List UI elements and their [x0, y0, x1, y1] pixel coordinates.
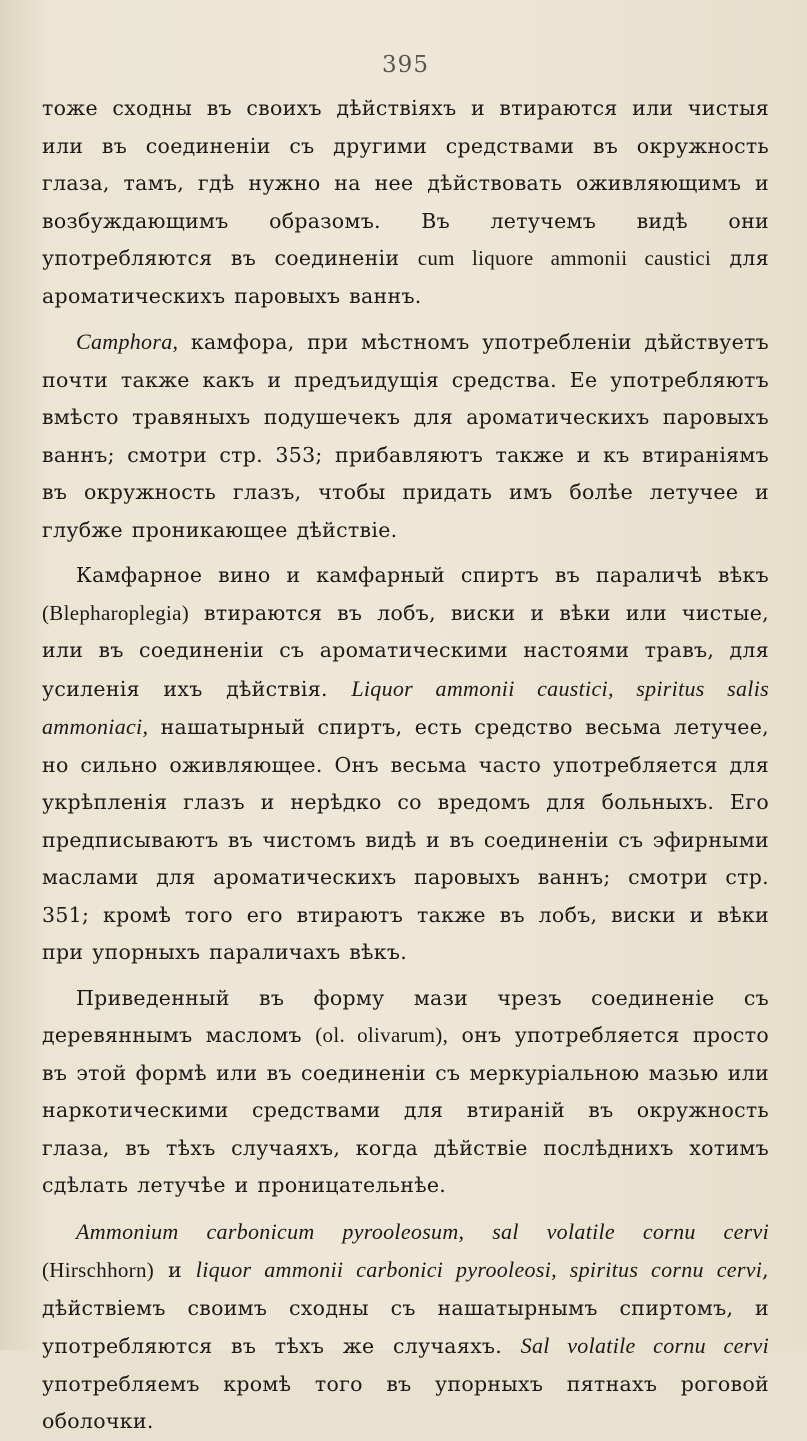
latin-term: cum liquore ammonii caustici	[417, 246, 712, 270]
paragraph-1	[42, 90, 769, 315]
paragraph-1-end: для ароматическихъ паровыхъ ваннъ.	[42, 246, 769, 308]
paragraph-3-text-a: Камфарное вино и камфарный спиртъ въ параличѣ вѣкъ	[76, 563, 769, 587]
page-number: 395	[382, 52, 429, 78]
paragraph-2-text: камфора, при мѣстномъ употребленіи дѣйствуетъ почти также какъ и предъидущія средства. Ее употребляютъ вмѣсто травяныхъ подушечекъ для ароматическихъ паровыхъ ваннъ; смотри стр. 353; прибавляютъ также и къ втираніямъ въ окружность глазъ, чтобы придать имъ болѣе летучее и глубже проникающее дѣйствіе.	[42, 330, 769, 542]
paragraph-4-text-a: Приведенный въ форму мази чрезъ соединеніе съ деревяннымъ масломъ	[42, 985, 769, 1047]
latin-term: (Blepharoplegia)	[42, 600, 190, 625]
latin-term: (ol. olivarum),	[315, 1023, 449, 1047]
paragraph-3-text-b: втираются въ лобъ, виски и вѣки или чистые, или въ соединеніи съ ароматическими настоями травъ, для усиленія ихъ дѣйствія.	[42, 600, 769, 701]
paragraph-5	[42, 1213, 769, 1441]
latin-term: Ammonium carbonicum pyrooleosum, sal volatile cornu cervi	[76, 1218, 769, 1244]
paragraph-4-text-b: онъ употребляется просто въ этой формѣ или въ соединеніи съ меркуріальною мазью или наркотическими средствами для втираній въ окружность глаза, въ тѣхъ случаяхъ, когда дѣйствіе послѣднихъ хотимъ сдѣлать летучѣе и проницательнѣе.	[42, 1023, 769, 1197]
paragraph-1-text: тоже сходны въ своихъ дѣйствіяхъ и втираются или чистыя или въ соединеніи съ другими средствами въ окружность глаза, тамъ, гдѣ нужно на нее дѣйствовать оживляющимъ и возбуждающимъ образомъ. Въ летучемъ видѣ они употребляются въ соединеніи	[42, 96, 769, 270]
paragraph-3	[42, 557, 769, 972]
latin-term: (Hirschhorn)	[42, 1258, 155, 1282]
paragraph-2	[42, 323, 769, 549]
paragraph-4	[42, 980, 769, 1205]
latin-term: Camphora,	[76, 329, 179, 354]
paragraph-5-text-a: и	[167, 1258, 182, 1282]
paragraph-3-text-c: нашатырный спиртъ, есть средство весьма летучее, но сильно оживляющее. Онъ весьма часто употребляется для укрѣпленія глазъ и нерѣдко со вредомъ для больныхъ. Его предписываютъ въ чистомъ видѣ и въ соединеніи съ эфирными маслами для ароматическихъ паровыхъ ваннъ; смотри стр. 351; кромѣ того его втираютъ также въ лобъ, виски и вѣки при упорныхъ параличахъ вѣкъ.	[42, 715, 769, 964]
latin-term: Sal volatile cornu cervi	[520, 1333, 769, 1358]
latin-term: liquor ammonii carbonici pyrooleosi, spiritus cornu cervi	[195, 1257, 763, 1282]
latin-term: Liquor ammonii caustici, spiritus salis ammoniaci,	[42, 675, 769, 739]
paragraph-5-text-c: употребляемъ кромѣ того въ упорныхъ пятнахъ роговой оболочки.	[42, 1371, 769, 1433]
paragraph-5-text-b: , дѣйствіемъ своимъ сходны съ нашатырнымъ спиртомъ, и употребляются въ тѣхъ же случаяхъ.	[42, 1258, 769, 1358]
